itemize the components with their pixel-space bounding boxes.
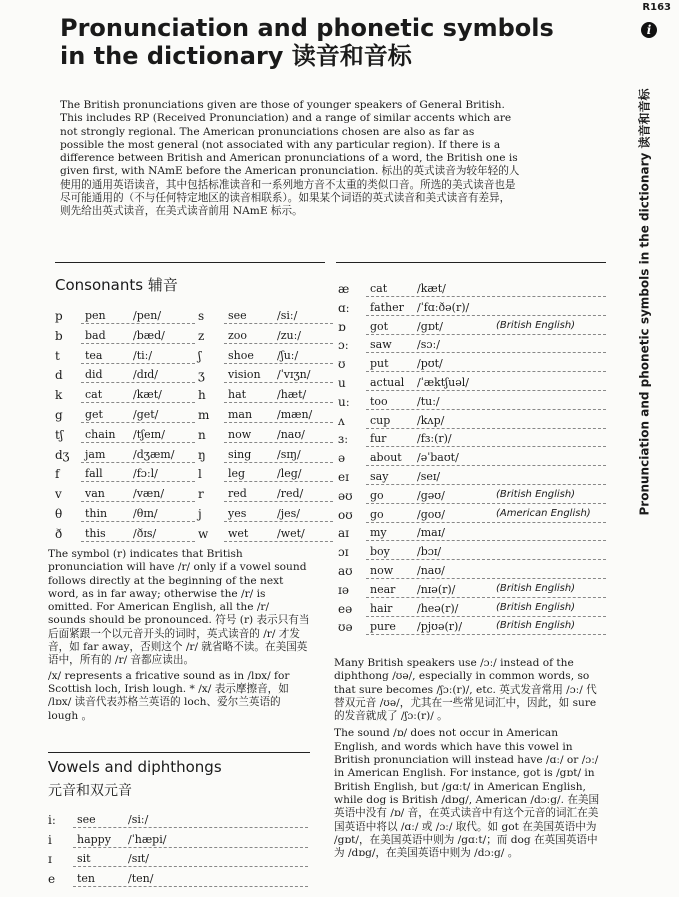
symbol: ɔɪ — [338, 545, 349, 560]
example-word: happy — [77, 832, 111, 846]
symbol: i — [48, 832, 52, 847]
vowel-notes — [334, 657, 604, 860]
dashed-rule — [73, 847, 308, 848]
symbol-row — [198, 346, 333, 365]
transcription: /ˈvɪʒn/ — [277, 368, 311, 382]
transcription: /pʊt/ — [417, 357, 443, 371]
transcription: /pen/ — [133, 309, 162, 322]
symbol-row — [55, 326, 195, 345]
transcription: /get/ — [133, 408, 159, 421]
symbol: ɒ — [338, 319, 346, 334]
transcription: /bɔɪ/ — [417, 545, 442, 559]
r-note-text: The symbol (r) indicates that British pronunciation will have /r/ only if a vowel sound follows directly at the beginning of the next word, as in far away; otherwise the /r/ is omitted. For American English, all the /r/ sounds should be pronounced. 符号 (r) 表示只有当后面紧跟一个以元音开头的词时，英式读音的 /r/ 才发音，如 far away，否则这个 /r/ 就省略不读。在美国英语中，所有的 /r/ 音都应读出。 — [48, 548, 310, 667]
dashed-rule — [81, 481, 195, 482]
example-word: chain — [85, 427, 116, 441]
symbol: d — [55, 368, 63, 383]
symbol-row — [198, 504, 333, 523]
dashed-rule — [224, 501, 333, 502]
dashed-rule — [81, 363, 195, 364]
dashed-rule — [224, 343, 333, 344]
transcription: /væn/ — [133, 487, 165, 501]
example-word: my — [370, 526, 387, 540]
symbol-row — [48, 849, 308, 868]
region-note: (British English) — [496, 582, 576, 594]
symbol-row — [338, 429, 606, 448]
example-word: tea — [85, 348, 103, 362]
example-word: actual — [370, 376, 405, 389]
side-title: Pronunciation and phonetic symbols in the dictionary 读音和音标 — [637, 88, 652, 516]
dashed-rule — [224, 462, 333, 463]
example-word: go — [370, 488, 384, 502]
symbol-row — [55, 464, 195, 483]
symbol-row — [338, 373, 606, 392]
symbol: l — [198, 467, 202, 482]
transcription: /dɪd/ — [133, 368, 159, 382]
symbol-row — [198, 445, 333, 464]
region-note: (British English) — [496, 319, 576, 331]
example-word: sit — [77, 852, 91, 865]
x-note-text: /x/ represents a fricative sound as in /lɒx/ for Scottish loch, Irish lough. * /x/ 表示摩擦音，如 /lɒx/ 读音代表苏格兰英语的 loch、爱尔兰英语的 lough 。 — [48, 669, 290, 722]
example-word: cup — [370, 413, 391, 427]
transcription: /fɔːl/ — [133, 467, 158, 481]
example-word: say — [370, 470, 389, 483]
symbol-row — [48, 830, 308, 849]
transcription: /nɪə(r)/ — [417, 582, 456, 596]
symbol: ʒ — [198, 368, 205, 383]
symbol: dʒ — [55, 447, 70, 462]
symbol: ʊ — [338, 357, 346, 372]
symbol: v — [55, 487, 62, 502]
consonants-top-rule — [55, 262, 325, 263]
example-word: van — [85, 487, 105, 501]
transcription: /ˈæktʃuəl/ — [417, 376, 469, 389]
example-word: ten — [77, 871, 96, 885]
example-word: about — [370, 451, 402, 465]
symbol-row — [198, 425, 333, 444]
example-word: sing — [228, 447, 252, 461]
transcription: /zuː/ — [277, 328, 301, 342]
example-word: red — [228, 487, 247, 501]
symbol: e — [48, 871, 56, 886]
symbol: ə — [338, 451, 346, 466]
symbol: iː — [48, 813, 56, 827]
example-word: now — [370, 564, 394, 577]
transcription: /wet/ — [277, 526, 305, 540]
symbol-row — [338, 542, 606, 561]
symbol: s — [198, 309, 205, 323]
symbol-row — [338, 317, 606, 336]
dashed-rule — [224, 402, 333, 403]
symbol: ʌ — [338, 413, 345, 428]
symbol: h — [198, 388, 206, 403]
transcription: /siː/ — [277, 309, 298, 322]
example-word: father — [370, 300, 404, 314]
symbol-row — [48, 810, 308, 829]
dashed-rule — [73, 886, 308, 887]
title-line-1: Pronunciation and phonetic symbols — [60, 14, 554, 42]
transcription: /ˈfɑːðə(r)/ — [417, 300, 470, 314]
symbol-row — [338, 580, 606, 599]
symbol: z — [198, 328, 205, 343]
symbol: b — [55, 328, 63, 343]
symbol: g — [55, 408, 63, 422]
symbol: w — [198, 526, 209, 541]
region-note: (British English) — [496, 601, 576, 613]
symbol: uː — [338, 394, 350, 409]
transcription: /tiː/ — [133, 348, 153, 362]
symbol-row — [48, 869, 308, 888]
dashed-rule — [81, 382, 195, 383]
dashed-rule — [81, 323, 195, 324]
symbol: ŋ — [198, 447, 206, 462]
o-note-text: The sound /ɒ/ does not occur in American English, and words which have this vowel in British pronunciation will instead have /ɑː/ or /ɔː/ in American English. For instance, got is /gɒt/ in British English, but /gɑːt/ in American English, while dog is British /dɒg/, American /dɔːg/. 在美国英语中没有 /ɒ/ 音，在英式读音中有这个元音的词汇在美国英语中将以 /ɑː/ 或 /ɔː/ 取代。如 got 在美国英语中为 /gɒt/，在美国英语中则为 /gɑːt/；而 dog 在英国英语中为 /dɒg/，在美国英语中则为 /dɔːg/ 。 — [334, 727, 600, 860]
transcription: /seɪ/ — [417, 470, 441, 483]
symbol-row — [338, 599, 606, 618]
symbol: t — [55, 348, 60, 363]
example-word: fall — [85, 467, 103, 481]
symbol: eə — [338, 601, 353, 616]
symbol: m — [198, 408, 210, 422]
transcription: /dʒæm/ — [133, 447, 175, 461]
symbol-row — [198, 326, 333, 345]
example-word: see — [228, 309, 247, 322]
transcription: /sɪŋ/ — [277, 447, 301, 461]
symbol: æ — [338, 282, 350, 296]
example-word: bad — [85, 328, 106, 342]
transcription: /pjʊə(r)/ — [417, 620, 463, 634]
transcription: /tuː/ — [417, 394, 440, 408]
dashed-rule — [81, 462, 195, 463]
symbol-row — [338, 298, 606, 317]
dashed-rule — [73, 866, 308, 867]
example-word: pen — [85, 309, 106, 322]
region-note: (American English) — [496, 507, 591, 519]
symbol: n — [198, 427, 206, 442]
dashed-rule — [224, 481, 333, 482]
transcription: /red/ — [277, 487, 304, 501]
example-word: cat — [85, 388, 103, 402]
dashed-rule — [224, 422, 333, 423]
transcription: /kæt/ — [417, 282, 446, 295]
transcription: /sɪt/ — [128, 852, 149, 865]
vowels-top-rule — [336, 262, 606, 263]
vowels-section-rule — [48, 752, 310, 753]
dashed-rule — [81, 422, 195, 423]
example-word: see — [77, 813, 96, 826]
symbol: ɪ — [48, 852, 52, 866]
transcription: /maɪ/ — [417, 526, 445, 540]
example-word: hat — [228, 388, 247, 402]
dashed-rule — [224, 363, 333, 364]
example-word: did — [85, 368, 103, 382]
symbol-row — [55, 365, 195, 384]
symbol: aɪ — [338, 526, 349, 541]
dashed-rule — [224, 442, 333, 443]
page-title — [60, 14, 554, 70]
symbol-row — [55, 385, 195, 404]
symbol: θ — [55, 507, 63, 521]
dashed-rule — [81, 402, 195, 403]
symbol: j — [198, 507, 202, 521]
symbol-row — [338, 505, 606, 524]
symbol: ɪə — [338, 582, 349, 597]
symbol-row — [55, 306, 195, 325]
symbol-row — [55, 524, 195, 543]
symbol-row — [55, 504, 195, 523]
transcription: /hæt/ — [277, 388, 307, 402]
dashed-rule — [73, 827, 308, 828]
example-word: this — [85, 526, 106, 540]
example-word: vision — [228, 368, 261, 382]
symbol-row — [55, 445, 195, 464]
symbol-row — [198, 385, 333, 404]
r-note — [48, 548, 310, 723]
transcription: /naʊ/ — [277, 427, 305, 441]
symbol-row — [338, 467, 606, 486]
symbol-row — [338, 354, 606, 373]
example-word: go — [370, 507, 384, 521]
symbol: eɪ — [338, 470, 349, 484]
dashed-rule — [81, 343, 195, 344]
dashed-rule — [81, 541, 195, 542]
symbol: ɑː — [338, 300, 350, 315]
symbol-row — [338, 561, 606, 580]
example-word: got — [370, 319, 389, 333]
symbol-row — [338, 448, 606, 467]
transcription: /jes/ — [277, 507, 300, 520]
symbol: p — [55, 309, 63, 323]
symbol-row — [338, 279, 606, 298]
example-word: get — [85, 408, 103, 421]
transcription: /leg/ — [277, 467, 302, 481]
symbol: ɔː — [338, 338, 349, 353]
dashed-rule — [81, 501, 195, 502]
example-word: saw — [370, 338, 392, 352]
intro-paragraph: The British pronunciations given are those of younger speakers of General British. This includes RP (Received Pronunciation) and a range of similar accents which are not strongly regional. The American pronunciations chosen are also as far as possible the most general (not associated with any particular region). If there is a difference between British and American pronunciations of a word, the British one is given first, with NAmE before the American pronunciation. 标出的英式读音为较年轻的人使用的通用英语读音，其中包括标准读音和一系列地方音不太重的类似口音。所选的美式读音也是尽可能通用的（不与任何特定地区的读音相联系）。如果某个词语的英式读音和美式读音有差异，则先给出英式读音，在美式读音前用 NAmE 标示。 — [60, 99, 520, 218]
dashed-rule — [81, 521, 195, 522]
dashed-rule — [366, 634, 606, 635]
example-word: thin — [85, 507, 108, 520]
example-word: pure — [370, 620, 396, 634]
transcription: /əˈbaʊt/ — [417, 451, 459, 465]
symbol-row — [198, 484, 333, 503]
symbol-row — [55, 484, 195, 503]
symbol-row — [55, 425, 195, 444]
transcription: /ðɪs/ — [133, 526, 157, 540]
example-word: hair — [370, 601, 393, 615]
symbol-row — [338, 523, 606, 542]
transcription: /ten/ — [128, 871, 154, 885]
symbol-row — [55, 405, 195, 424]
symbol: ʊə — [338, 620, 353, 635]
transcription: /tʃeɪn/ — [133, 427, 165, 441]
symbol-row — [198, 464, 333, 483]
dashed-rule — [81, 442, 195, 443]
vowels-heading-zh: 元音和双元音 — [48, 783, 132, 799]
symbol-row — [338, 392, 606, 411]
transcription: /ˈhæpi/ — [128, 832, 167, 846]
symbol-row — [338, 617, 606, 636]
transcription: /gəʊ/ — [417, 488, 445, 502]
symbol-row — [198, 306, 333, 325]
transcription: /fɜː(r)/ — [417, 432, 452, 446]
example-word: put — [370, 357, 389, 371]
symbol: ʃ — [198, 348, 202, 363]
transcription: /siː/ — [128, 813, 149, 826]
symbol-row — [338, 411, 606, 430]
region-note: (British English) — [496, 488, 576, 500]
example-word: boy — [370, 545, 390, 559]
symbol: tʃ — [55, 427, 64, 442]
example-word: jam — [85, 447, 106, 461]
transcription: /naʊ/ — [417, 564, 445, 577]
example-word: shoe — [228, 348, 254, 362]
transcription: /gɒt/ — [417, 319, 443, 333]
symbol: oʊ — [338, 507, 353, 522]
example-word: zoo — [228, 328, 248, 342]
title-line-2: in the dictionary 读音和音标 — [60, 42, 412, 70]
symbol-row — [198, 405, 333, 424]
transcription: /θɪn/ — [133, 507, 158, 520]
transcription: /kæt/ — [133, 388, 162, 402]
ua-note-text: Many British speakers use /ɔː/ instead of the diphthong /ʊə/, especially in common words, so that sure becomes /ʃɔː(r)/, etc. 英式发音常用 /ɔː/ 代替双元音 /ʊə/，尤其在一些常见词汇中，因此，如 sure 的发音就成了 /ʃɔː(r)/ 。 — [334, 657, 597, 723]
symbol-row — [338, 335, 606, 354]
dashed-rule — [224, 382, 333, 383]
symbol: aʊ — [338, 564, 353, 578]
example-word: near — [370, 582, 396, 596]
dashed-rule — [224, 541, 333, 542]
symbol-row — [198, 365, 333, 384]
example-word: too — [370, 394, 388, 408]
symbol: f — [55, 467, 60, 482]
symbol: əʊ — [338, 488, 353, 503]
symbol-row — [338, 486, 606, 505]
vowels-heading: Vowels and diphthongs — [48, 758, 222, 776]
example-word: man — [228, 408, 253, 421]
dashed-rule — [224, 323, 333, 324]
transcription: /ʃuː/ — [277, 348, 299, 362]
info-icon: i — [641, 22, 657, 38]
region-note: (British English) — [496, 620, 576, 632]
symbol: u — [338, 376, 346, 390]
transcription: /heə(r)/ — [417, 601, 459, 615]
example-word: cat — [370, 282, 388, 295]
consonants-heading: Consonants 辅音 — [55, 276, 178, 294]
example-word: yes — [228, 507, 247, 520]
page-code: R163 — [642, 2, 671, 13]
example-word: wet — [228, 526, 249, 540]
transcription: /bæd/ — [133, 328, 165, 342]
symbol-row — [198, 524, 333, 543]
symbol-row — [55, 346, 195, 365]
symbol: k — [55, 388, 63, 403]
example-word: leg — [228, 467, 246, 481]
transcription: /kʌp/ — [417, 413, 445, 427]
transcription: /sɔː/ — [417, 338, 440, 352]
example-word: now — [228, 427, 252, 441]
symbol: r — [198, 487, 204, 502]
transcription: /goʊ/ — [417, 507, 445, 521]
example-word: fur — [370, 432, 387, 446]
symbol: ð — [55, 526, 63, 541]
dashed-rule — [224, 521, 333, 522]
symbol: ɜː — [338, 432, 349, 447]
transcription: /mæn/ — [277, 408, 313, 421]
